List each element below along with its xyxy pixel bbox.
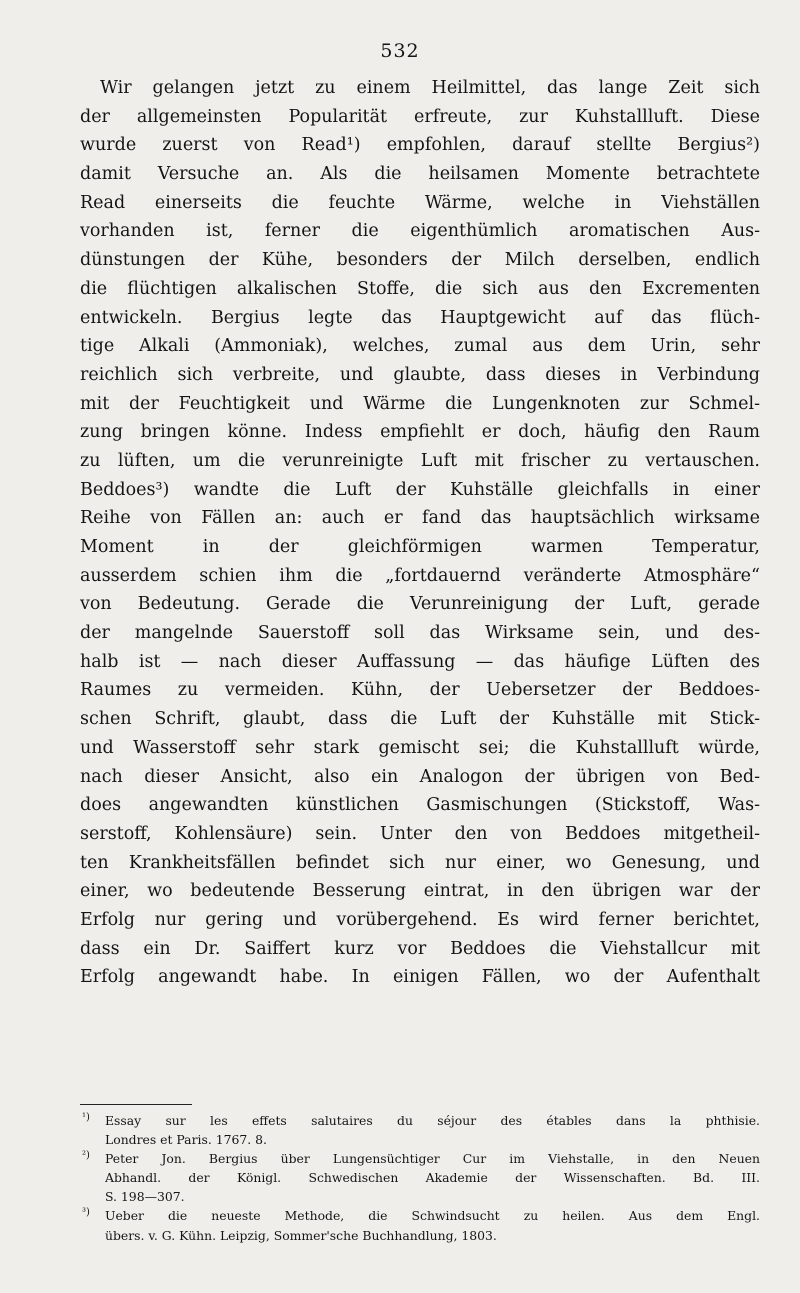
- text-line: entwickeln. Bergius legte das Hauptgewicht auf das flüch-: [80, 307, 760, 328]
- text-line: wurde zuerst von Read¹) empfohlen, darauf stellte Bergius²): [80, 135, 760, 156]
- footnote-line: Essay sur les effets salutaires du séjour des étables dans la phthisie.: [105, 1113, 760, 1128]
- text-line: ausserdem schien ihm die „fortdauernd veränderte Atmosphäre“: [80, 565, 760, 586]
- text-line: einer, wo bedeutende Besserung eintrat, in den übrigen war der: [80, 881, 760, 902]
- text-line: does angewandten künstlichen Gasmischungen (Stickstoff, Was-: [80, 795, 760, 816]
- text-line: mit der Feuchtigkeit und Wärme die Lungenknoten zur Schmel-: [80, 393, 760, 414]
- text-line: tige Alkali (Ammoniak), welches, zumal aus dem Urin, sehr: [80, 336, 760, 357]
- footnote-line: Londres et Paris. 1767. 8.: [105, 1132, 267, 1148]
- text-line: Moment in der gleichförmigen warmen Temperatur,: [80, 537, 760, 557]
- text-line: Beddoes³) wandte die Luft der Kuhställe gleichfalls in einer: [80, 479, 760, 500]
- footnote-marker: ³): [82, 1207, 90, 1219]
- text-line: damit Versuche an. Als die heilsamen Momente betrachtete: [80, 164, 760, 185]
- text-line: zu lüften, um die verunreinigte Luft mit frischer zu vertauschen.: [80, 450, 760, 471]
- text-line: halb ist — nach dieser Auffassung — das häufige Lüften des: [80, 651, 760, 672]
- text-line: Raumes zu vermeiden. Kühn, der Uebersetzer der Beddoes-: [80, 680, 760, 701]
- text-line: schen Schrift, glaubt, dass die Luft der Kuhställe mit Stick-: [80, 709, 760, 730]
- footnote-divider: [80, 1104, 192, 1105]
- footnote-1: [80, 1111, 760, 1149]
- text-line: zung bringen könne. Indess empfiehlt er doch, häufig den Raum: [80, 422, 760, 443]
- body-paragraph: [80, 74, 760, 992]
- footnote-marker: ²): [82, 1150, 90, 1162]
- text-line: reichlich sich verbreite, und glaubte, dass dieses in Verbindung: [80, 364, 760, 385]
- page-number: 532: [380, 40, 420, 62]
- text-line: Read einerseits die feuchte Wärme, welche in Viehställen: [80, 192, 760, 213]
- text-line: der allgemeinsten Popularität erfreute, zur Kuhstallluft. Diese: [80, 106, 760, 127]
- text-line: der mangelnde Sauerstoff soll das Wirksame sein, und des-: [80, 623, 760, 644]
- text-line: Erfolg nur gering und vorübergehend. Es wird ferner berichtet,: [80, 909, 760, 930]
- text-line: und Wasserstoff sehr stark gemischt sei; die Kuhstallluft würde,: [80, 737, 760, 758]
- text-line: dünstungen der Kühe, besonders der Milch derselben, endlich: [80, 250, 760, 271]
- footnote-line: Peter Jon. Bergius über Lungensüchtiger Cur im Viehstalle, in den Neuen: [105, 1151, 760, 1167]
- text-line: die flüchtigen alkalischen Stoffe, die sich aus den Excrementen: [80, 278, 760, 299]
- footnote-3: [80, 1206, 760, 1244]
- footnote-2: [80, 1149, 760, 1206]
- footnote-line: übers. v. G. Kühn. Leipzig, Sommer'sche Buchhandlung, 1803.: [105, 1227, 497, 1243]
- footnote-line: Abhandl. der Königl. Schwedischen Akademie der Wissenschaften. Bd. III.: [105, 1170, 760, 1186]
- text-line: Reihe von Fällen an: auch er fand das hauptsächlich wirksame: [80, 508, 760, 529]
- text-line: Erfolg angewandt habe. In einigen Fällen, wo der Aufenthalt: [80, 967, 760, 988]
- footnote-line: S. 198—307.: [105, 1189, 185, 1205]
- text-line: vorhanden ist, ferner die eigenthümlich aromatischen Aus-: [80, 221, 760, 242]
- text-line: ten Krankheitsfällen befindet sich nur einer, wo Genesung, und: [80, 852, 760, 873]
- footnotes: [80, 1111, 760, 1245]
- text-line: von Bedeutung. Gerade die Verunreinigung der Luft, gerade: [80, 594, 760, 615]
- text-line: dass ein Dr. Saiffert kurz vor Beddoes die Viehstallcur mit: [80, 938, 760, 959]
- footnote-line: Ueber die neueste Methode, die Schwindsucht zu heilen. Aus dem Engl.: [105, 1208, 760, 1224]
- text-line: serstoff, Kohlensäure) sein. Unter den von Beddoes mitgetheil-: [80, 823, 760, 844]
- text-line: nach dieser Ansicht, also ein Analogon der übrigen von Bed-: [80, 766, 760, 787]
- text-line: Wir gelangen jetzt zu einem Heilmittel, das lange Zeit sich: [100, 78, 760, 98]
- footnote-marker: ¹): [82, 1112, 90, 1123]
